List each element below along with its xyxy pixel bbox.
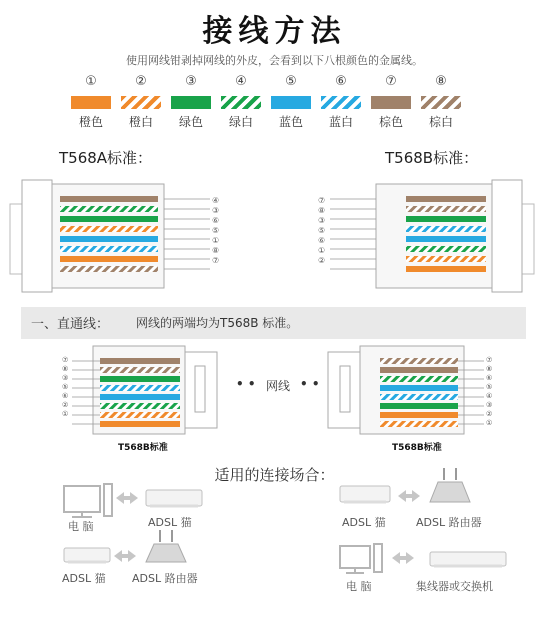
wire-swatch-brown-white [421,96,461,109]
t568b-heading: T568B标准： [385,149,479,167]
legend-label: 橙色 [78,115,103,129]
legend-num: ⑤ [285,74,297,89]
pin-label: ⑦ [318,196,326,205]
pin-label: ⑧ [486,365,493,373]
computer-icon-1 [64,484,112,517]
legend-num: ⑧ [435,74,447,89]
computer-icon-2 [340,544,382,573]
pin-label: ② [318,256,326,265]
t568a-pin-labels [212,196,219,266]
pin-label: ⑥ [486,374,493,382]
straight-left-connector [72,346,217,434]
legend-label: 蓝色 [278,115,303,129]
pin-label: ⑥ [212,216,220,225]
double-arrow-icon-1 [116,492,138,504]
page-title: 接线方法 [202,14,347,49]
pin-label: ⑧ [212,246,220,255]
wire-swatch-green-white [221,96,261,109]
pin-label: ① [212,236,220,245]
left-connector-caption: T568B标准 [118,443,168,453]
cable-dots-right: • • [300,377,320,391]
pin-label: ⑧ [318,206,326,215]
legend-label: 棕色 [378,115,403,129]
pin-label: ⑥ [318,236,326,245]
device-label: ADSL 路由器 [416,516,482,529]
pin-label: ② [62,401,69,409]
legend-label: 蓝白 [328,115,353,129]
adsl-modem-icon-1 [146,490,202,506]
wire-swatch-orange-white [121,96,161,109]
pin-label: ⑤ [62,383,69,391]
device-label: ADSL 猫 [148,516,192,529]
pin-label: ⑤ [318,226,326,235]
pin-label: ② [486,410,493,418]
pin-label: ① [318,246,326,255]
pin-label: ⑦ [486,356,493,364]
straight-right-connector [328,346,484,434]
pin-label: ④ [212,196,220,205]
wire-swatch-blue [271,96,311,109]
legend-label: 棕白 [428,115,453,129]
pin-label: ① [62,410,69,418]
pin-label: ⑦ [62,356,69,364]
device-label: ADSL 猫 [342,516,386,529]
legend-label: 绿白 [228,115,253,129]
pin-label: ⑤ [486,383,493,391]
legend-num: ③ [185,74,197,89]
t568b-connector [330,180,534,292]
pin-label: ④ [486,392,493,400]
cable-dots-left: • • [236,377,256,391]
legend-num: ① [85,74,97,89]
wire-swatch-blue-white [321,96,361,109]
double-arrow-icon-3 [398,490,420,502]
device-label: ADSL 路由器 [132,572,198,585]
scenarios-heading: 适用的连接场合： [214,466,335,484]
wire-swatch-green [171,96,211,109]
wire-swatch-brown [371,96,411,109]
device-label: 集线器或交换机 [416,580,493,593]
legend-label: 橙白 [128,115,153,129]
device-label: 电 脑 [68,520,94,533]
page-subtitle: 使用网线钳剥掉网线的外皮，会看到以下八根颜色的金属线。 [126,54,423,67]
legend-num: ④ [235,74,247,89]
pin-label: ⑧ [62,365,69,373]
wire-swatch-orange [71,96,111,109]
t568a-connector [10,180,210,292]
pin-label: ③ [62,374,69,382]
adsl-modem-icon-2 [64,548,110,562]
right-connector-caption: T568B标准 [392,443,442,453]
legend-num: ② [135,74,147,89]
legend-num: ⑥ [335,74,347,89]
t568b-pin-labels [318,196,325,266]
straight-left-pin-labels [62,356,68,419]
legend-label: 绿色 [178,115,203,129]
pin-label: ⑦ [212,256,220,265]
cable-label: 网线 [266,379,291,393]
pin-label: ③ [318,216,326,225]
double-arrow-icon-4 [392,552,414,564]
pin-label: ③ [486,401,493,409]
adsl-modem-icon-3 [340,486,390,502]
double-arrow-icon-2 [114,550,136,562]
device-label: 电 脑 [346,580,372,593]
straight-cable-description: 网线的两端均为T568B 标准。 [136,316,299,330]
t568a-heading: T568A标准： [59,149,153,167]
legend-num: ⑦ [385,74,397,89]
pin-label: ① [486,419,493,427]
adsl-router-icon-1 [146,530,186,562]
pin-label: ③ [212,206,220,215]
pin-label: ⑤ [212,226,220,235]
straight-right-pin-labels [486,356,492,428]
straight-cable-heading: 一、直通线： [31,317,110,332]
switch-icon [430,552,506,566]
pin-label: ⑥ [62,392,69,400]
device-label: ADSL 猫 [62,572,106,585]
